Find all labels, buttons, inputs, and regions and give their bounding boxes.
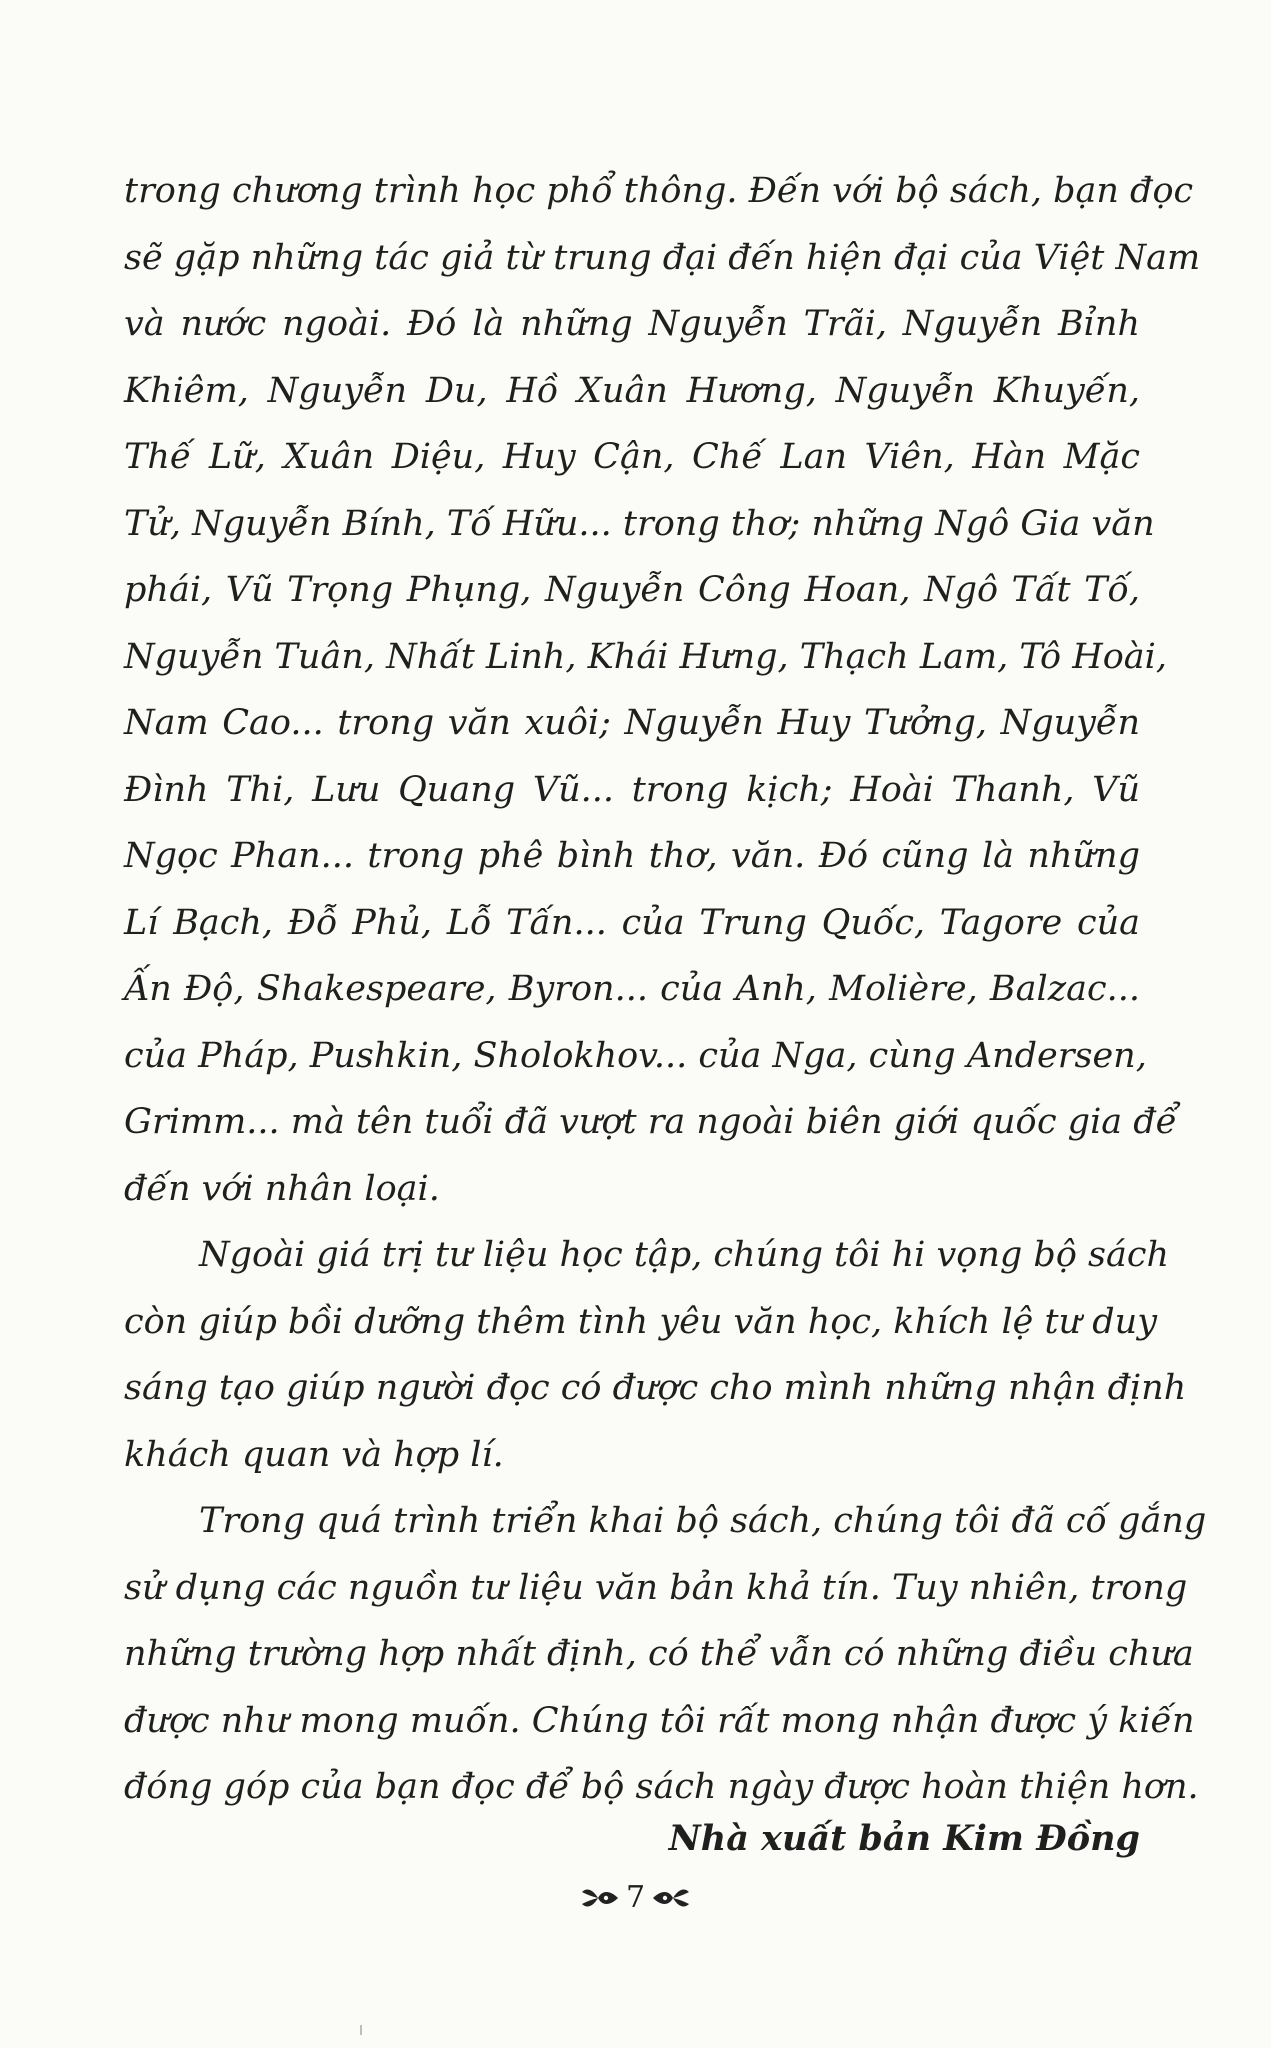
text-line: Tử, Nguyễn Bính, Tố Hữu... trong thơ; những Ngô Gia văn — [124, 503, 1155, 544]
text-line: đến với nhân loại. — [124, 1168, 440, 1209]
paragraph-2 — [124, 1222, 1187, 1488]
text-line: Lí Bạch, Đỗ Phủ, Lỗ Tấn... của Trung Quốc, Tagore của — [124, 902, 1140, 943]
text-line: Đình Thi, Lưu Quang Vũ... trong kịch; Hoài Thanh, Vũ — [124, 769, 1140, 810]
text-line: khách quan và hợp lí. — [124, 1434, 504, 1475]
scan-mark — [360, 2025, 362, 2035]
text-line: được như mong muốn. Chúng tôi rất mong nhận được ý kiến — [124, 1700, 1195, 1741]
text-line: Trong quá trình triển khai bộ sách, chúng tôi đã cố gắng — [199, 1501, 1207, 1541]
text-line: Ấn Độ, Shakespeare, Byron... của Anh, Molière, Balzac... — [124, 969, 1140, 1009]
book-page — [124, 158, 1207, 1978]
text-line: những trường hợp nhất định, có thể vẫn có những điều chưa — [124, 1634, 1194, 1674]
text-line: đóng góp của bạn đọc để bộ sách ngày được hoàn thiện hơn. — [124, 1767, 1199, 1807]
text-line: trong chương trình học phổ thông. Đến với bộ sách, bạn đọc — [124, 171, 1194, 211]
text-line: Khiêm, Nguyễn Du, Hồ Xuân Hương, Nguyễn Khuyến, — [124, 370, 1140, 411]
publisher-signature: Nhà xuất bản Kim Đồng — [668, 1818, 1140, 1859]
floral-ornament-icon — [651, 1884, 691, 1912]
text-line: sẽ gặp những tác giả từ trung đại đến hiện đại của Việt Nam — [124, 237, 1201, 278]
body-text — [124, 158, 1207, 1821]
text-line: và nước ngoài. Đó là những Nguyễn Trãi, Nguyễn Bỉnh — [124, 304, 1140, 344]
page-number: 7 — [625, 1880, 646, 1915]
text-line: của Pháp, Pushkin, Sholokhov... của Nga, cùng Andersen, — [124, 1035, 1147, 1076]
text-line: Nam Cao... trong văn xuôi; Nguyễn Huy Tưởng, Nguyễn — [124, 703, 1140, 743]
text-line: sáng tạo giúp người đọc có được cho mình những nhận định — [124, 1368, 1187, 1408]
text-line: Grimm... mà tên tuổi đã vượt ra ngoài biên giới quốc gia để — [124, 1102, 1178, 1142]
text-line: Thế Lữ, Xuân Diệu, Huy Cận, Chế Lan Viên, Hàn Mặc — [124, 437, 1140, 477]
paragraph-3 — [124, 1488, 1207, 1821]
text-line: Ngọc Phan... trong phê bình thơ, văn. Đó cũng là những — [124, 836, 1140, 876]
text-line: Ngoài giá trị tư liệu học tập, chúng tôi hi vọng bộ sách — [199, 1235, 1169, 1275]
paragraph-1 — [124, 158, 1201, 1222]
page-footer — [0, 1880, 1271, 1920]
floral-ornament-icon — [580, 1884, 620, 1912]
text-line: sử dụng các nguồn tư liệu văn bản khả tín. Tuy nhiên, trong — [124, 1567, 1188, 1608]
text-line: còn giúp bồi dưỡng thêm tình yêu văn học, khích lệ tư duy — [124, 1301, 1157, 1342]
text-line: Nguyễn Tuân, Nhất Linh, Khái Hưng, Thạch Lam, Tô Hoài, — [124, 636, 1167, 677]
text-line: phái, Vũ Trọng Phụng, Nguyễn Công Hoan, Ngô Tất Tố, — [124, 570, 1140, 610]
